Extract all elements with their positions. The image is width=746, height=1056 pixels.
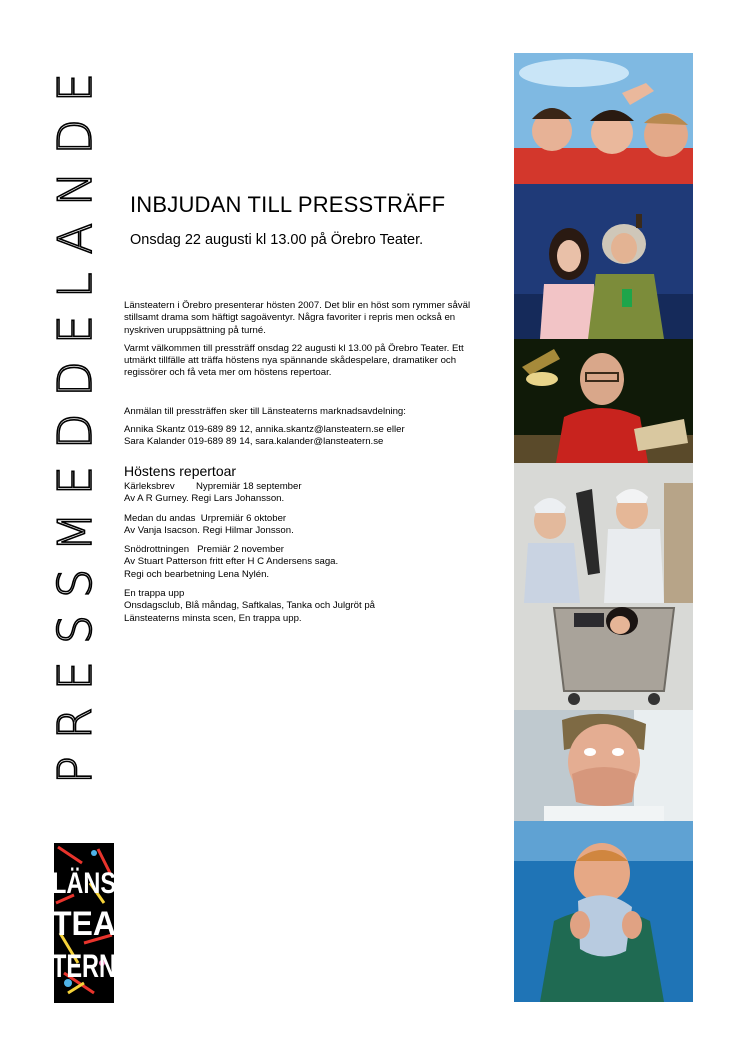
production-photo: [514, 821, 693, 1002]
item-credits: Onsdagsclub, Blå måndag, Saftkalas, Tanka och Julgröt på: [124, 600, 376, 612]
item-direction: Länsteaterns minsta scen, En trappa upp.: [124, 612, 302, 624]
item-credits: Av Vanja Isacson. Regi Hilmar Jonsson.: [124, 524, 294, 536]
photo-column: [514, 53, 693, 1002]
logo-line-3: TERN: [52, 948, 116, 984]
repertoire-item: [124, 513, 484, 538]
contact-sara: Sara Kalander 019-689 89 14, sara.kalander@lansteatern.se: [124, 436, 384, 448]
production-photo: [514, 184, 693, 339]
pressmeddelande-label: PRESSMEDDELANDE: [48, 56, 102, 784]
repertoire-item: [124, 588, 484, 625]
item-title: Medan du andas Urpremiär 6 oktober: [124, 512, 287, 524]
page-subtitle: Onsdag 22 augusti kl 13.00 på Örebro Teater.: [130, 232, 424, 248]
registration-text: Anmälan till pressträffen sker till Länsteaterns marknadsavdelning:: [124, 405, 406, 417]
invitation-paragraph: Varmt välkommen till pressträff onsdag 22 augusti kl 13.00 på Örebro Teater. Ett utmärkt tillfälle att träffa höstens nya spännande skådespelare, dramatiker och regissörer och få veta mer om höstens repertoar.: [124, 342, 464, 379]
production-photo: [514, 463, 693, 710]
item-credits: Av Stuart Patterson fritt efter H C Andersens saga.: [124, 556, 339, 568]
contact-block: [124, 424, 484, 449]
item-credits: Av A R Gurney. Regi Lars Johansson.: [124, 493, 285, 505]
item-title: En trappa upp: [124, 588, 185, 600]
intro-paragraph: Länsteatern i Örebro presenterar hösten 2007. Det blir en höst som rymmer såväl stillsamt drama som häftigt sagoäventyr. Några favoriter i repris men också en nyskriven uruppsättning på turné.: [124, 300, 471, 336]
production-photo: [514, 339, 693, 463]
repertoire-item: [124, 481, 484, 506]
logo-line-2: TEA: [52, 905, 116, 943]
press-body: [124, 300, 484, 632]
production-photo: [514, 53, 693, 184]
repertoire-item: [124, 544, 484, 581]
side-title: [48, 40, 102, 800]
production-photo: [514, 710, 693, 821]
item-direction: Regi och bearbetning Lena Nylén.: [124, 568, 270, 580]
page-title: INBJUDAN TILL PRESSTRÄFF: [130, 192, 446, 217]
item-title: Kärleksbrev Nypremiär 18 september: [124, 480, 302, 492]
item-title: Snödrottningen Premiär 2 november: [124, 544, 284, 556]
contact-annika: Annika Skantz 019-689 89 12, annika.skantz@lansteatern.se eller: [124, 424, 405, 436]
repertoire-heading: Höstens repertoar: [124, 462, 237, 479]
lansteatern-logo: [54, 843, 114, 1003]
logo-line-1: LÄNS: [52, 867, 116, 900]
